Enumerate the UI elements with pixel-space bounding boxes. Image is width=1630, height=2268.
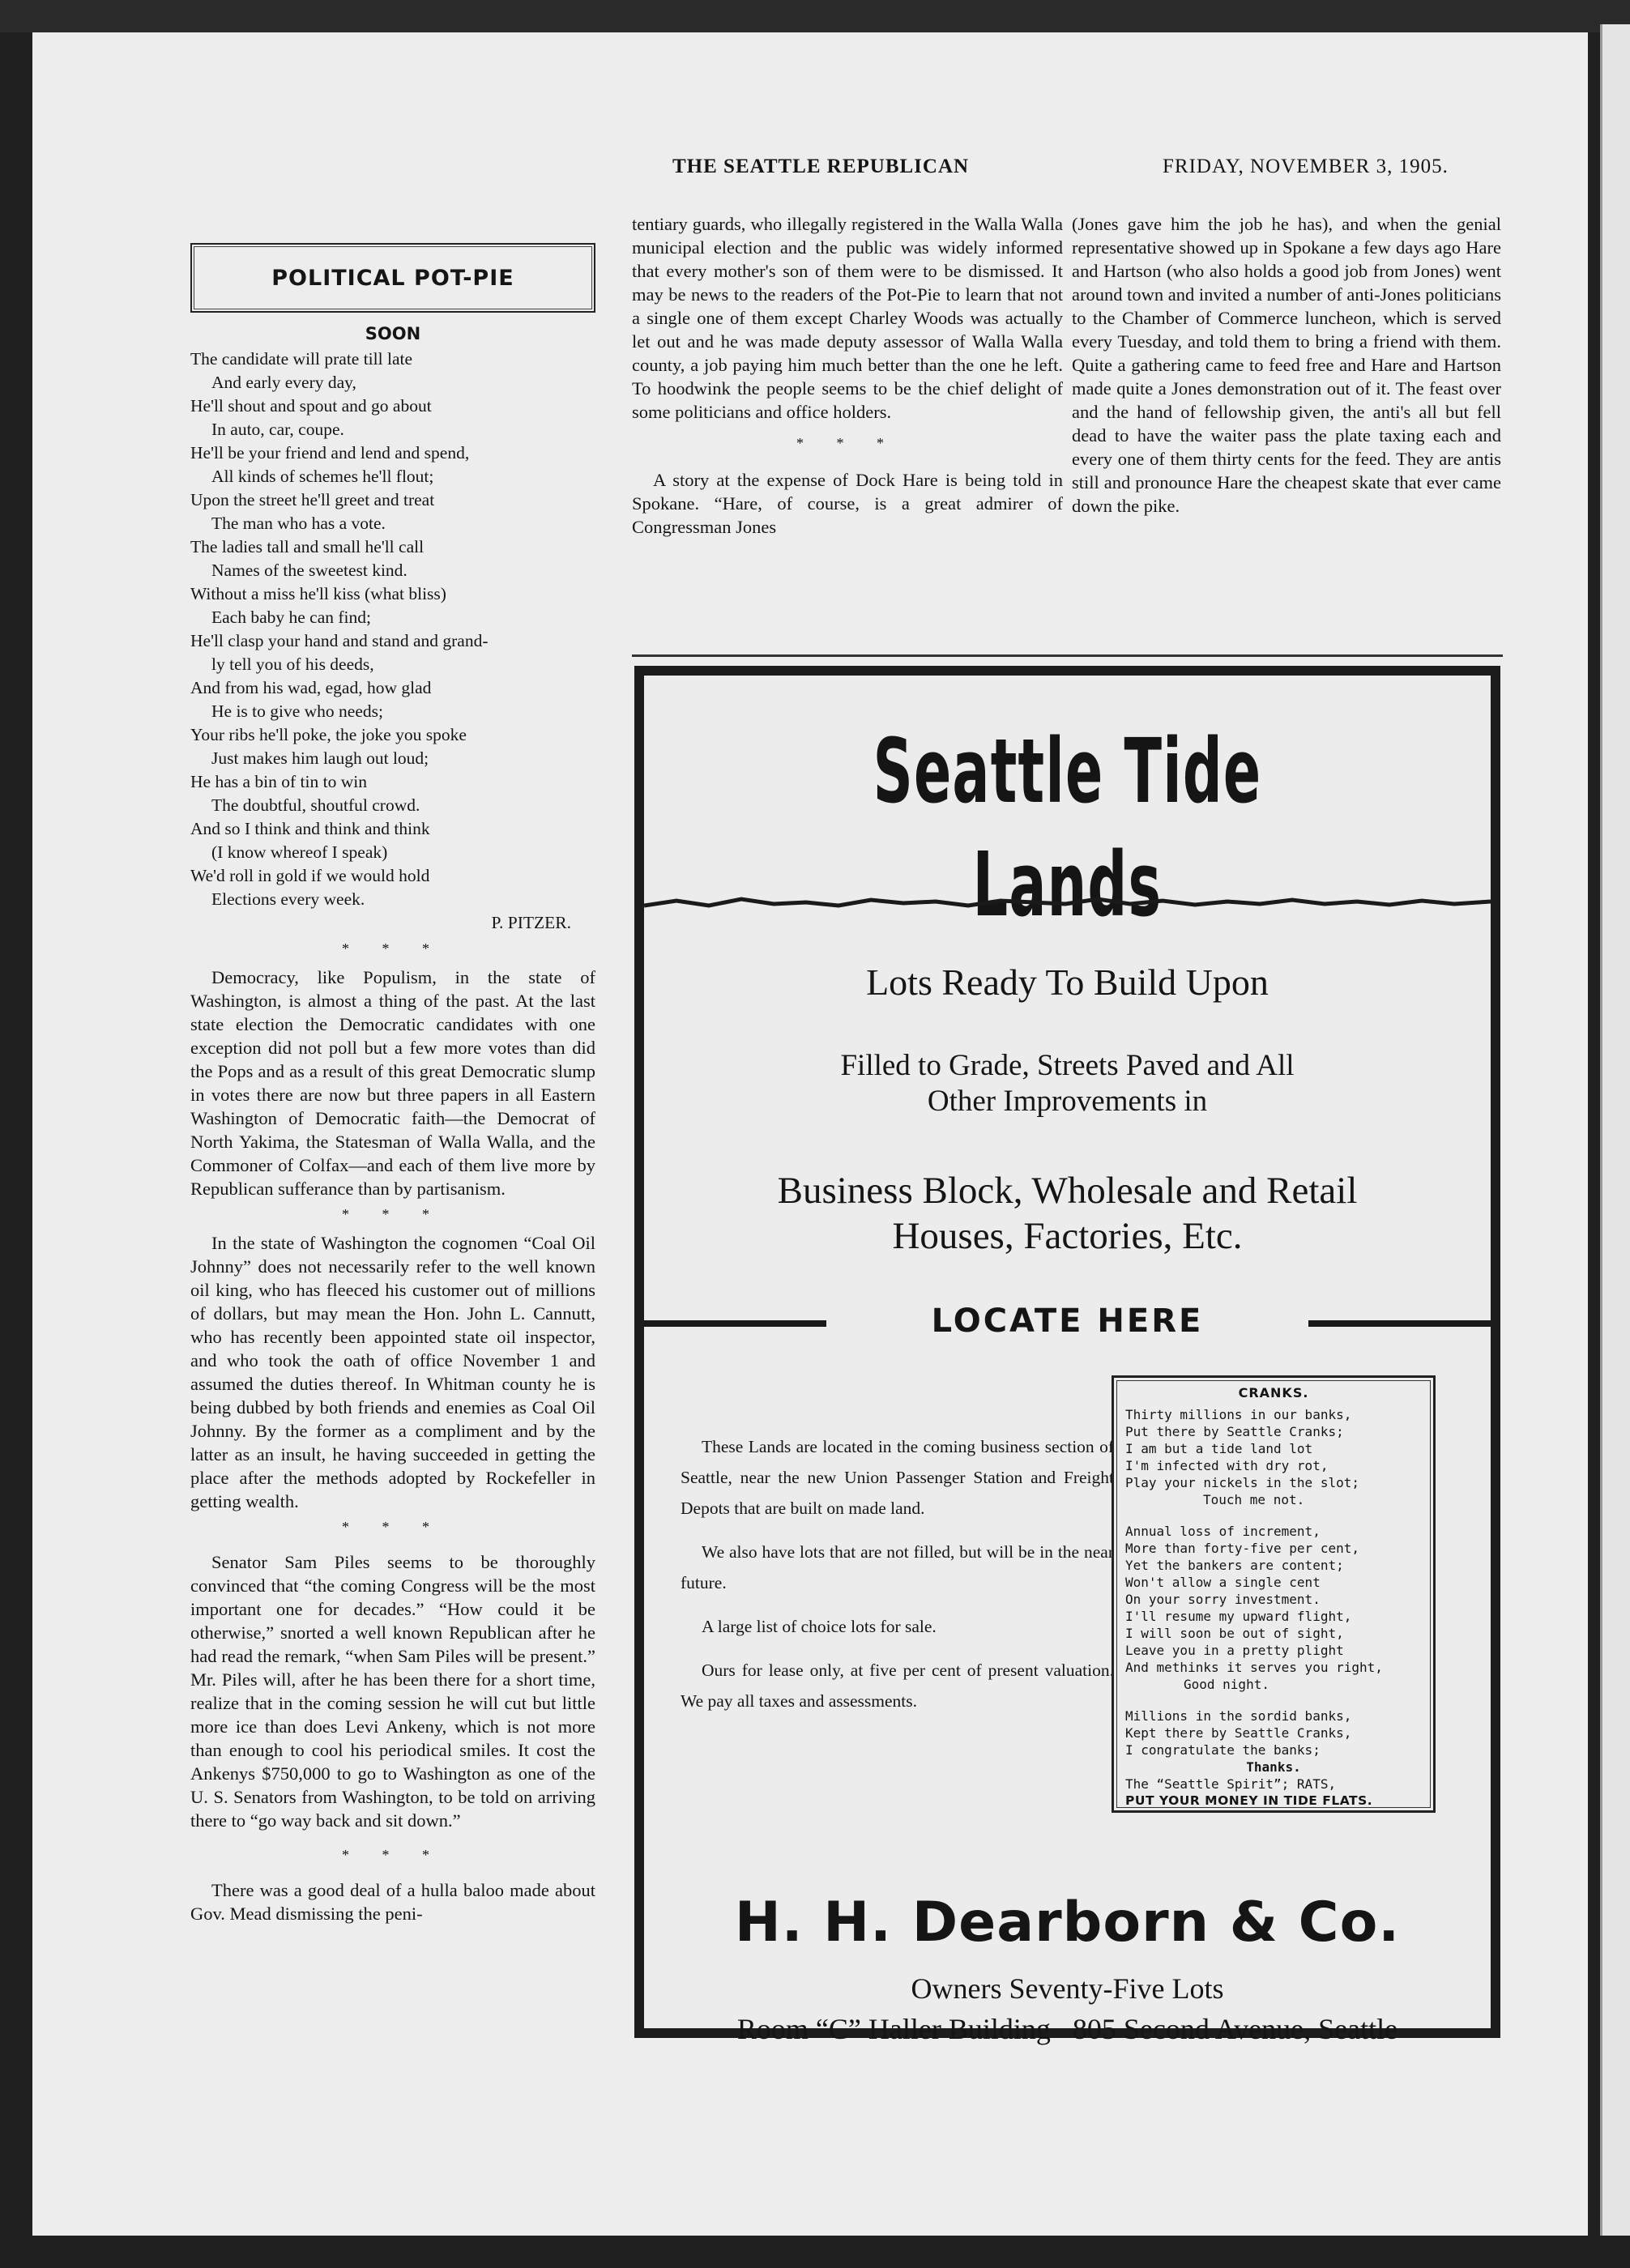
poem-line: (I know whereof I speak) (211, 842, 388, 862)
poem-line: The man who has a vote. (211, 514, 386, 533)
cranks-line: Leave you in a pretty plight (1125, 1643, 1344, 1658)
cranks-line: I'll resume my upward flight, (1125, 1609, 1352, 1624)
cranks-line: I'm infected with dry rot, (1125, 1458, 1329, 1473)
poem-line: He'll shout and spout and go about (190, 396, 432, 416)
cranks-line: Millions in the sordid banks, (1125, 1708, 1352, 1724)
cranks-line: Annual loss of increment, (1125, 1524, 1321, 1539)
poem-line: The candidate will prate till late (190, 349, 413, 369)
middle-column (632, 212, 1063, 650)
section-divider: * * * (342, 1206, 444, 1222)
newspaper-page (32, 32, 1588, 2236)
cranks-line: And methinks it serves you right, (1125, 1660, 1383, 1675)
column-title-box (190, 243, 595, 313)
cranks-motto: PUT YOUR MONEY IN TIDE FLATS. (1125, 1793, 1373, 1808)
poem-line: ly tell you of his deeds, (211, 654, 374, 674)
section-divider: * * * (342, 1519, 444, 1535)
ad-paragraph: These Lands are located in the coming business section of Seattle, near the new Union Passenger Station and Freight Depots that are built on made land. (681, 1437, 1114, 1518)
section-divider: * * * (342, 940, 444, 957)
poem-line: Without a miss he'll kiss (what bliss) (190, 584, 446, 603)
cranks-line: The “Seattle Spirit”; RATS, (1125, 1776, 1337, 1792)
article-paragraph: tentiary guards, who illegally registered in the Walla Walla municipal election and the public was widely informed that every mother's son of them were to be dismissed. It may be news to the readers of the Pot-Pie to learn that not a single one of them except Charley Woods was actually let out and he was made deputy assessor of Walla Walla county, a job paying him much better than the one he left. To hoodwink the people seems to be the chief delight of some politicians and office holders. (632, 214, 1063, 422)
ad-lots-line: Lots Ready To Build Upon (866, 961, 1269, 1003)
cranks-line: On your sorry investment. (1125, 1592, 1321, 1607)
poem-line: Elections every week. (211, 889, 365, 909)
cranks-line: Good night. (1184, 1677, 1269, 1692)
next-page-edge (1600, 24, 1630, 2236)
company-owners-line: Owners Seventy-Five Lots (911, 1972, 1224, 2005)
cranks-title: CRANKS. (1238, 1385, 1309, 1400)
ad-body-text (681, 1431, 1114, 1729)
cranks-line: I congratulate the banks; (1125, 1742, 1321, 1758)
ad-improvements-line: Filled to Grade, Streets Paved and All (840, 1049, 1295, 1082)
cranks-thanks: Thanks. (1246, 1759, 1301, 1775)
right-column (1072, 212, 1501, 650)
poem-line: And so I think and think and think (190, 819, 430, 838)
poem-line: He is to give who needs; (211, 701, 383, 721)
article-paragraph: In the state of Washington the cognomen “Coal Oil Johnny” does not necessarily refer to the well known oil king, who has fleeced his customer out of millions of dollars, but may mean the Hon. John L. Cannutt, who has recently been appointed state oil inspector, and who took the oath of office November 1 and assumed the duties thereof. In Whitman county he is being dubbed by both friends and enemies as Coal Oil Johnny. By the former as a compliment and by the latter as an insult, he having succeeded in getting the place after the methods adopted by Rockefeller in getting wealth. (190, 1233, 595, 1511)
poem-line: The ladies tall and small he'll call (190, 537, 425, 556)
ad-paragraph: Ours for lease only, at five per cent of present valuation. We pay all taxes and assessments. (681, 1660, 1114, 1711)
masthead-title: THE SEATTLE REPUBLICAN (672, 156, 970, 177)
poem-line: We'd roll in gold if we would hold (190, 866, 430, 885)
cranks-line: Play your nickels in the slot; (1125, 1475, 1359, 1490)
article-paragraph: A story at the expense of Dock Hare is being told in Spokane. “Hare, of course, is a great admirer of Congressman Jones (632, 470, 1063, 537)
scan-border (0, 0, 1630, 32)
poem-line: All kinds of schemes he'll flout; (211, 467, 434, 486)
poem-signature: P. PITZER. (491, 913, 571, 932)
company-address: Room “C” Haller Building 805 Second Avenue, Seattle (736, 2013, 1398, 2045)
article-paragraph: (Jones gave him the job he has), and when the genial representative showed up in Spokane a few days ago Hare and Hartson (who also holds a good job from Jones) went around town and invited a number of anti-Jones politicians to the Chamber of Commerce luncheon, which is served every Tuesday, and told them to bring a friend with them. Quite a gathering came to feed free and Hare and Hartson made quite a Jones demonstration out of it. The feast over and the hand of fellowship given, the anti's all but fell dead to have the waiter pass the plate taxing each and every one of them thirty cents for the feed. They are antis still and pronounce Hare the cheapest skate that ever came down the pike. (1072, 214, 1501, 516)
locate-here-text: LOCATE HERE (931, 1302, 1204, 1340)
ad-improvements-line: Other Improvements in (927, 1085, 1208, 1118)
cranks-line: Yet the bankers are content; (1125, 1558, 1344, 1573)
column-rule (632, 654, 1503, 657)
poem-line: Just makes him laugh out loud; (211, 748, 429, 768)
poem-line: He has a bin of tin to win (190, 772, 367, 791)
article-paragraph: Senator Sam Piles seems to be thoroughly convinced that “the coming Congress will be the most important one for decades.” “How could it be otherwise,” snorted a well known Republican after he had read the remark, “when Sam Piles will be present.” Mr. Piles will, after he has been there for a short time, realize that in the coming session he will cut but little more ice than does Levi Ankeny, which is not more than enough to cool his periodical smiles. It cost the Ankenys $750,000 to go to Washington as one of the U. S. Senators from Washington, to be told on arriving there to “go way back and sit down.” (190, 1552, 595, 1831)
section-divider: * * * (342, 1847, 444, 1863)
ad-headline: Seattle Tide Lands (873, 719, 1262, 936)
poem-line: In auto, car, coupe. (211, 420, 344, 439)
article-paragraph: Democracy, like Populism, in the state of Washington, is almost a thing of the past. At the last state election the Democratic candidates with one exception did not poll but a few more votes than did the Pops and as a result of this great Democratic slump in votes there are now but three papers in all Eastern Washington of Democratic faith—the Democrat of North Yakima, the Statesman of Walla Walla, and the Commoner of Colfax—and each of them live more by Republican sufferance than by partisanism. (190, 967, 595, 1199)
cranks-line: Thirty millions in our banks, (1125, 1407, 1352, 1422)
article-paragraph: There was a good deal of a hulla baloo made about Gov. Mead dismissing the peni- (190, 1880, 595, 1924)
masthead-date: FRIDAY, NOVEMBER 3, 1905. (1163, 156, 1449, 177)
cranks-line: Put there by Seattle Cranks; (1125, 1424, 1344, 1439)
cranks-line: Kept there by Seattle Cranks, (1125, 1725, 1352, 1741)
cranks-poem-box (1112, 1375, 1436, 1813)
ad-business-line: Business Block, Wholesale and Retail (777, 1170, 1358, 1212)
left-column (190, 212, 595, 2221)
ad-business (644, 1168, 1491, 1259)
poem-line: Upon the street he'll greet and treat (190, 490, 435, 509)
company-name: H. H. Dearborn & Co. (734, 1891, 1401, 1955)
poem-line: And from his wad, egad, how glad (190, 678, 432, 697)
section-divider: * * * (796, 435, 898, 451)
poem-line: He'll clasp your hand and stand and grand- (190, 631, 489, 650)
ad-business-line: Houses, Factories, Etc. (892, 1215, 1243, 1257)
cranks-line: I am but a tide land lot (1125, 1441, 1313, 1456)
cranks-line: Touch me not. (1203, 1492, 1305, 1507)
cranks-line: I will soon be out of sight, (1125, 1626, 1344, 1641)
poem-line: Each baby he can find; (211, 608, 371, 627)
poem (190, 347, 595, 911)
poem-line: And early every day, (211, 373, 356, 392)
poem-line: Your ribs he'll poke, the joke you spoke (190, 725, 467, 744)
locate-here-row (644, 1299, 1491, 1348)
poem-title: SOON (365, 324, 421, 343)
zigzag-rule (644, 894, 1491, 912)
poem-line: He'll be your friend and lend and spend, (190, 443, 470, 463)
poem-line: The doubtful, shoutful crowd. (211, 795, 420, 815)
poem-line: Names of the sweetest kind. (211, 561, 408, 580)
ad-improvements (644, 1048, 1491, 1119)
ad-paragraph: A large list of choice lots for sale. (702, 1617, 937, 1636)
tide-lands-advertisement (634, 666, 1500, 2045)
cranks-line: More than forty-five per cent, (1125, 1541, 1359, 1556)
cranks-line: Won't allow a single cent (1125, 1575, 1321, 1590)
ad-paragraph: We also have lots that are not filled, but will be in the near future. (681, 1542, 1114, 1592)
column-title: POLITICAL POT-PIE (271, 265, 514, 291)
